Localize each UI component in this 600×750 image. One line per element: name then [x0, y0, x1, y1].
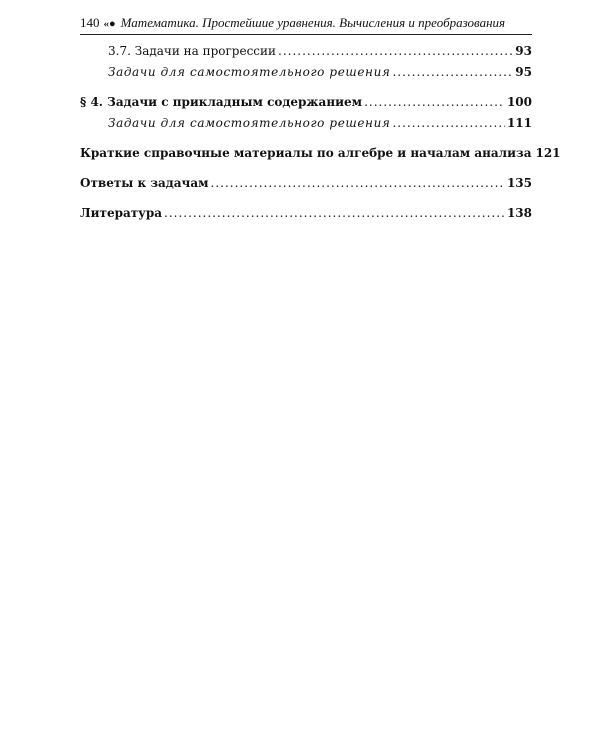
- toc-entry-page: 138: [506, 206, 532, 220]
- toc-entry-self-study-1[interactable]: [80, 65, 532, 86]
- dot-leader: [164, 206, 505, 220]
- toc-entry-literature[interactable]: [80, 206, 532, 227]
- running-title: Математика. Простейшие уравнения. Вычисления и преобразования: [120, 15, 506, 30]
- toc-entry-label: Задачи для самостоятельного решения: [108, 116, 391, 130]
- header-marker: «●: [103, 18, 116, 30]
- toc-entry-page: 111: [506, 116, 532, 130]
- table-of-contents: [80, 44, 561, 227]
- dot-leader: [364, 95, 505, 109]
- toc-entry-label: Ответы к задачам: [80, 176, 209, 190]
- toc-entry-self-study-2[interactable]: [80, 116, 532, 137]
- toc-entry-label: Краткие справочные материалы по алгебре и началам анализа: [80, 146, 532, 160]
- toc-entry-page: 95: [515, 65, 532, 79]
- toc-entry-page: 100: [506, 95, 532, 109]
- toc-entry-label: Литература: [80, 206, 163, 220]
- dot-leader: [392, 116, 504, 130]
- toc-entry-page: 121: [535, 146, 561, 160]
- toc-entry-label: 3.7. Задачи на прогрессии: [108, 44, 277, 58]
- page-number: 140: [80, 15, 100, 30]
- toc-entry-reference-materials[interactable]: [80, 146, 561, 167]
- toc-entry-page: 135: [506, 176, 532, 190]
- toc-entry-answers[interactable]: [80, 176, 532, 197]
- toc-entry-page: 93: [515, 44, 532, 58]
- dot-leader: [211, 176, 505, 190]
- toc-entry-label: Задачи для самостоятельного решения: [108, 65, 391, 79]
- running-header: [80, 12, 532, 35]
- toc-entry-label: § 4. Задачи с прикладным содержанием: [80, 95, 363, 109]
- dot-leader: [278, 44, 513, 58]
- toc-entry-section-4[interactable]: [80, 95, 532, 116]
- dot-leader: [392, 65, 513, 79]
- toc-entry-progressions[interactable]: [80, 44, 532, 65]
